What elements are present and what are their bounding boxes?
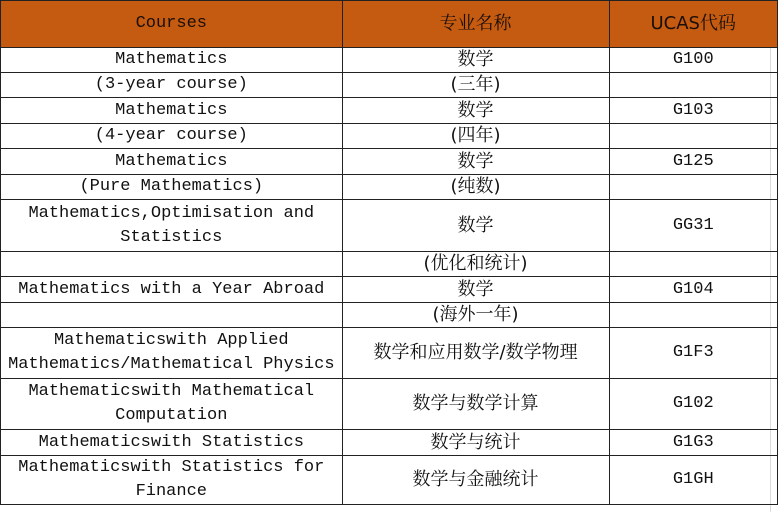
code-cell[interactable]: G102 [609, 379, 778, 430]
major-cell[interactable]: 数学与数学计算 [342, 379, 609, 430]
table-row [1, 252, 778, 277]
major-cell[interactable]: 数学与金融统计 [342, 456, 609, 505]
code-cell[interactable]: GG31 [609, 200, 778, 252]
major-cell[interactable]: 数学与统计 [342, 430, 609, 456]
table-row [1, 303, 778, 328]
header-ucas-code[interactable]: UCAS代码 [609, 1, 778, 48]
major-cell[interactable]: 数学 [342, 200, 609, 252]
header-major-name[interactable]: 专业名称 [342, 1, 609, 48]
course-cell[interactable] [1, 252, 343, 277]
table-row [1, 200, 778, 252]
course-cell[interactable]: (3-year course) [1, 73, 343, 98]
major-cell[interactable]: 数学 [342, 98, 609, 124]
course-cell[interactable]: Mathematics [1, 48, 343, 73]
course-cell[interactable]: Mathematics [1, 149, 343, 175]
major-cell[interactable]: 数学 [342, 149, 609, 175]
major-cell[interactable]: 数学 [342, 277, 609, 303]
table-row [1, 48, 778, 73]
course-cell[interactable]: (Pure Mathematics) [1, 175, 343, 200]
table-row [1, 277, 778, 303]
course-cell[interactable]: (4-year course) [1, 124, 343, 149]
major-cell[interactable]: (三年) [342, 73, 609, 98]
code-cell[interactable]: G125 [609, 149, 778, 175]
course-cell[interactable]: Mathematicswith Applied Mathematics/Mathematical Physics [1, 328, 343, 379]
table-row [1, 328, 778, 379]
table-row [1, 73, 778, 98]
code-cell[interactable] [609, 252, 778, 277]
table-row [1, 124, 778, 149]
code-cell[interactable] [609, 124, 778, 149]
table-row [1, 456, 778, 505]
course-cell[interactable]: Mathematics [1, 98, 343, 124]
code-cell[interactable]: G1F3 [609, 328, 778, 379]
code-cell[interactable] [609, 73, 778, 98]
table-row [1, 175, 778, 200]
code-cell[interactable]: G103 [609, 98, 778, 124]
table-row [1, 149, 778, 175]
table-row [1, 98, 778, 124]
header-row [1, 1, 778, 48]
major-cell[interactable]: (四年) [342, 124, 609, 149]
code-cell[interactable] [609, 175, 778, 200]
major-cell[interactable]: 数学和应用数学/数学物理 [342, 328, 609, 379]
course-cell[interactable]: Mathematicswith Statistics [1, 430, 343, 456]
course-cell[interactable]: Mathematics,Optimisation and Statistics [1, 200, 343, 252]
code-cell[interactable]: G1G3 [609, 430, 778, 456]
major-cell[interactable]: (纯数) [342, 175, 609, 200]
code-cell[interactable]: G104 [609, 277, 778, 303]
major-cell[interactable]: (海外一年) [342, 303, 609, 328]
table-row [1, 430, 778, 456]
course-cell[interactable] [1, 303, 343, 328]
course-cell[interactable]: Mathematics with a Year Abroad [1, 277, 343, 303]
header-courses[interactable]: Courses [1, 1, 343, 48]
major-cell[interactable]: (优化和统计) [342, 252, 609, 277]
major-cell[interactable]: 数学 [342, 48, 609, 73]
table-row [1, 379, 778, 430]
course-cell[interactable]: Mathematicswith Mathematical Computation [1, 379, 343, 430]
course-cell[interactable]: Mathematicswith Statistics for Finance [1, 456, 343, 505]
code-cell[interactable]: G1GH [609, 456, 778, 505]
code-cell[interactable] [609, 303, 778, 328]
code-cell[interactable]: G100 [609, 48, 778, 73]
